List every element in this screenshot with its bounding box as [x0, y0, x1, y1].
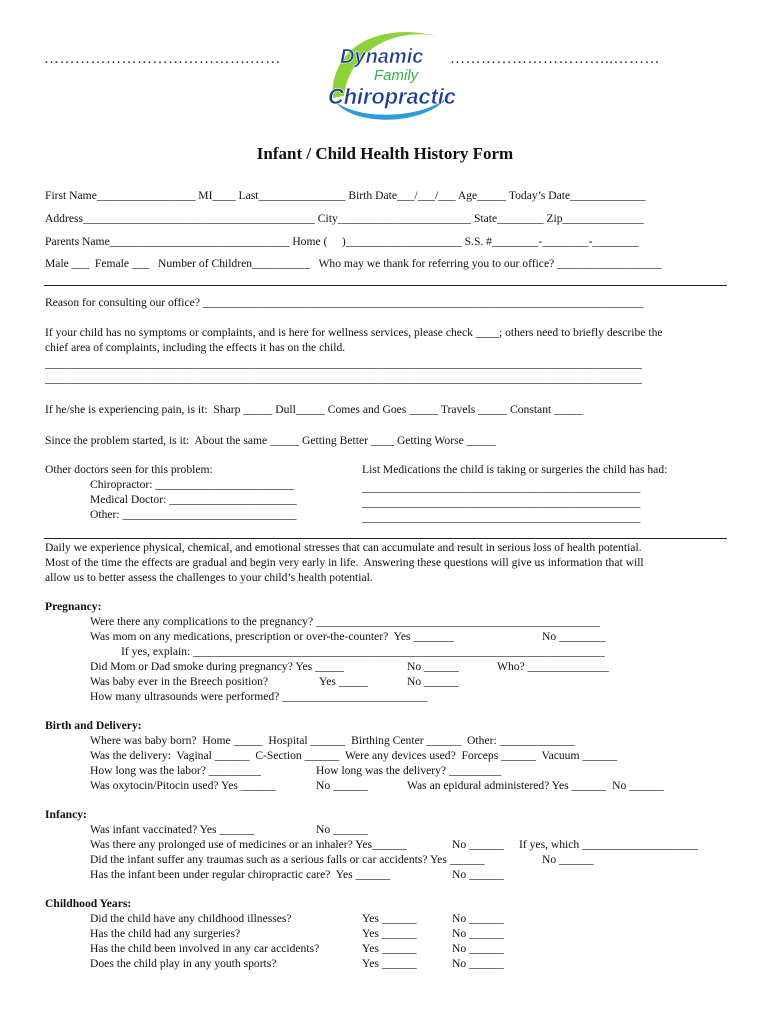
pregnancy-q2-no[interactable]: No ________: [542, 630, 606, 643]
pregnancy-q5-no[interactable]: No ______: [407, 675, 459, 688]
medications-line-1[interactable]: ________________________________________________: [362, 481, 641, 494]
infancy-q2-no[interactable]: No ______: [452, 838, 504, 851]
pain-since-row[interactable]: Since the problem started, is it: About the same _____ Getting Better ____ Getting Worse _____: [45, 434, 496, 447]
birth-q4-no[interactable]: No ______: [316, 779, 368, 792]
pregnancy-q6[interactable]: How many ultrasounds were performed? _________________________: [90, 690, 428, 703]
infancy-q3-no[interactable]: No ______: [542, 853, 594, 866]
complaint-line-2[interactable]: _______________________________________________________________________________________________________: [45, 372, 643, 385]
pregnancy-q4-no[interactable]: No ______: [407, 660, 459, 673]
personal-row-2[interactable]: Address________________________________________ City_______________________ State________ Zip______________: [45, 212, 644, 225]
infancy-q4-yes[interactable]: Has the infant been under regular chiropractic care? Yes ______: [90, 868, 391, 881]
childhood-question: Did the child have any childhood illnesses?: [90, 912, 292, 925]
pregnancy-q3[interactable]: If yes, explain: _______________________________________________________________________: [121, 645, 605, 658]
childhood-yes[interactable]: Yes ______: [362, 912, 417, 925]
childhood-no[interactable]: No ______: [452, 927, 504, 940]
infancy-q2-yes[interactable]: Was there any prolonged use of medicines or an inhaler? Yes______: [90, 838, 407, 851]
birth-heading: Birth and Delivery:: [45, 719, 142, 732]
pregnancy-q4-who[interactable]: Who? ______________: [497, 660, 609, 673]
medications-line-3[interactable]: ________________________________________________: [362, 511, 641, 524]
pregnancy-heading: Pregnancy:: [45, 600, 102, 613]
personal-row-1[interactable]: First Name_________________ MI____ Last_______________ Birth Date___/___/___ Age_____ Today’s Date_____________: [45, 189, 646, 202]
divider: [44, 285, 727, 286]
childhood-question: Has the child had any surgeries?: [90, 927, 241, 940]
pregnancy-q1[interactable]: Were there any complications to the pregnancy? _________________________________________________: [90, 615, 601, 628]
symptoms-text-1[interactable]: If your child has no symptoms or complaints, and is here for wellness services, please check ____; others need to briefly describe the: [45, 326, 663, 339]
logo-word-1: Dynamic: [340, 46, 424, 68]
childhood-yes[interactable]: Yes ______: [362, 927, 417, 940]
other-doctor-field[interactable]: Other: ______________________________: [90, 508, 297, 521]
infancy-q4-no[interactable]: No ______: [452, 868, 504, 881]
intro-line-3: allow us to better assess the challenges to your child’s health potential.: [45, 571, 373, 584]
personal-row-3[interactable]: Parents Name_______________________________ Home ( )____________________ S.S. #________-________-________: [45, 235, 639, 248]
childhood-no[interactable]: No ______: [452, 942, 504, 955]
birth-q1[interactable]: Where was baby born? Home _____ Hospital ______ Birthing Center ______ Other: _____________: [90, 734, 575, 747]
birth-q3-labor[interactable]: How long was the labor? _________: [90, 764, 261, 777]
header-dots-left: ………………………………….……: [44, 51, 281, 67]
childhood-no[interactable]: No ______: [452, 912, 504, 925]
intro-line-2: Most of the time the effects are gradual and begin very early in life. Answering these questions will give us information that will: [45, 556, 644, 569]
birth-q2[interactable]: Was the delivery: Vaginal ______ C-Section ______ Were any devices used? Forceps ______ Vacuum ______: [90, 749, 618, 762]
logo-word-3: Chiropractic: [328, 84, 456, 109]
infancy-q2-which[interactable]: If yes, which ____________________: [519, 838, 699, 851]
infancy-heading: Infancy:: [45, 808, 87, 821]
infancy-q1-yes[interactable]: Was infant vaccinated? Yes ______: [90, 823, 255, 836]
childhood-yes[interactable]: Yes ______: [362, 942, 417, 955]
medications-label: List Medications the child is taking or surgeries the child has had:: [362, 463, 668, 476]
symptoms-text-2: chief area of complaints, including the effects it has on the child.: [45, 341, 346, 354]
medications-line-2[interactable]: ________________________________________________: [362, 496, 641, 509]
childhood-no[interactable]: No ______: [452, 957, 504, 970]
complaint-line-1[interactable]: _______________________________________________________________________________________________________: [45, 357, 643, 370]
intro-line-1: Daily we experience physical, chemical, and emotional stresses that can accumulate and result in serious loss of health potential.: [45, 541, 642, 554]
childhood-question: Has the child been involved in any car accidents?: [90, 942, 320, 955]
childhood-heading: Childhood Years:: [45, 897, 132, 910]
form-title: Infant / Child Health History Form: [256, 144, 514, 163]
header-dots-right: …………………………..………: [450, 51, 660, 67]
birth-q4-yes[interactable]: Was oxytocin/Pitocin used? Yes ______: [90, 779, 276, 792]
pregnancy-q5-yes[interactable]: Yes _____: [319, 675, 368, 688]
pregnancy-q4-yes[interactable]: Did Mom or Dad smoke during pregnancy? Yes _____: [90, 660, 345, 673]
childhood-question: Does the child play in any youth sports?: [90, 957, 277, 970]
divider: [44, 538, 727, 539]
infancy-q3-yes[interactable]: Did the infant suffer any traumas such as a serious falls or car accidents? Yes ______: [90, 853, 485, 866]
other-doctors-label: Other doctors seen for this problem:: [45, 463, 213, 476]
pain-type-row[interactable]: If he/she is experiencing pain, is it: Sharp _____ Dull_____ Comes and Goes _____ Travels _____ Constant _____: [45, 403, 584, 416]
reason-field[interactable]: Reason for consulting our office? ____________________________________________________________________________: [45, 296, 644, 309]
pregnancy-q2-yes[interactable]: Was mom on any medications, prescription or over-the-counter? Yes _______: [90, 630, 454, 643]
logo-word-2: Family: [374, 67, 419, 84]
chiropractor-field[interactable]: Chiropractor: ________________________: [90, 478, 295, 491]
birth-q4-epidural[interactable]: Was an epidural administered? Yes ______ No ______: [407, 779, 664, 792]
childhood-yes[interactable]: Yes ______: [362, 957, 417, 970]
infancy-q1-no[interactable]: No ______: [316, 823, 368, 836]
birth-q3-delivery[interactable]: How long was the delivery? _________: [316, 764, 502, 777]
personal-row-4[interactable]: Male ___ Female ___ Number of Children__________ Who may we thank for referring you to our office? __________________: [45, 257, 662, 270]
clinic-logo: [322, 18, 462, 128]
pregnancy-q5: Was baby ever in the Breech position?: [90, 675, 269, 688]
medical-doctor-field[interactable]: Medical Doctor: ______________________: [90, 493, 297, 506]
